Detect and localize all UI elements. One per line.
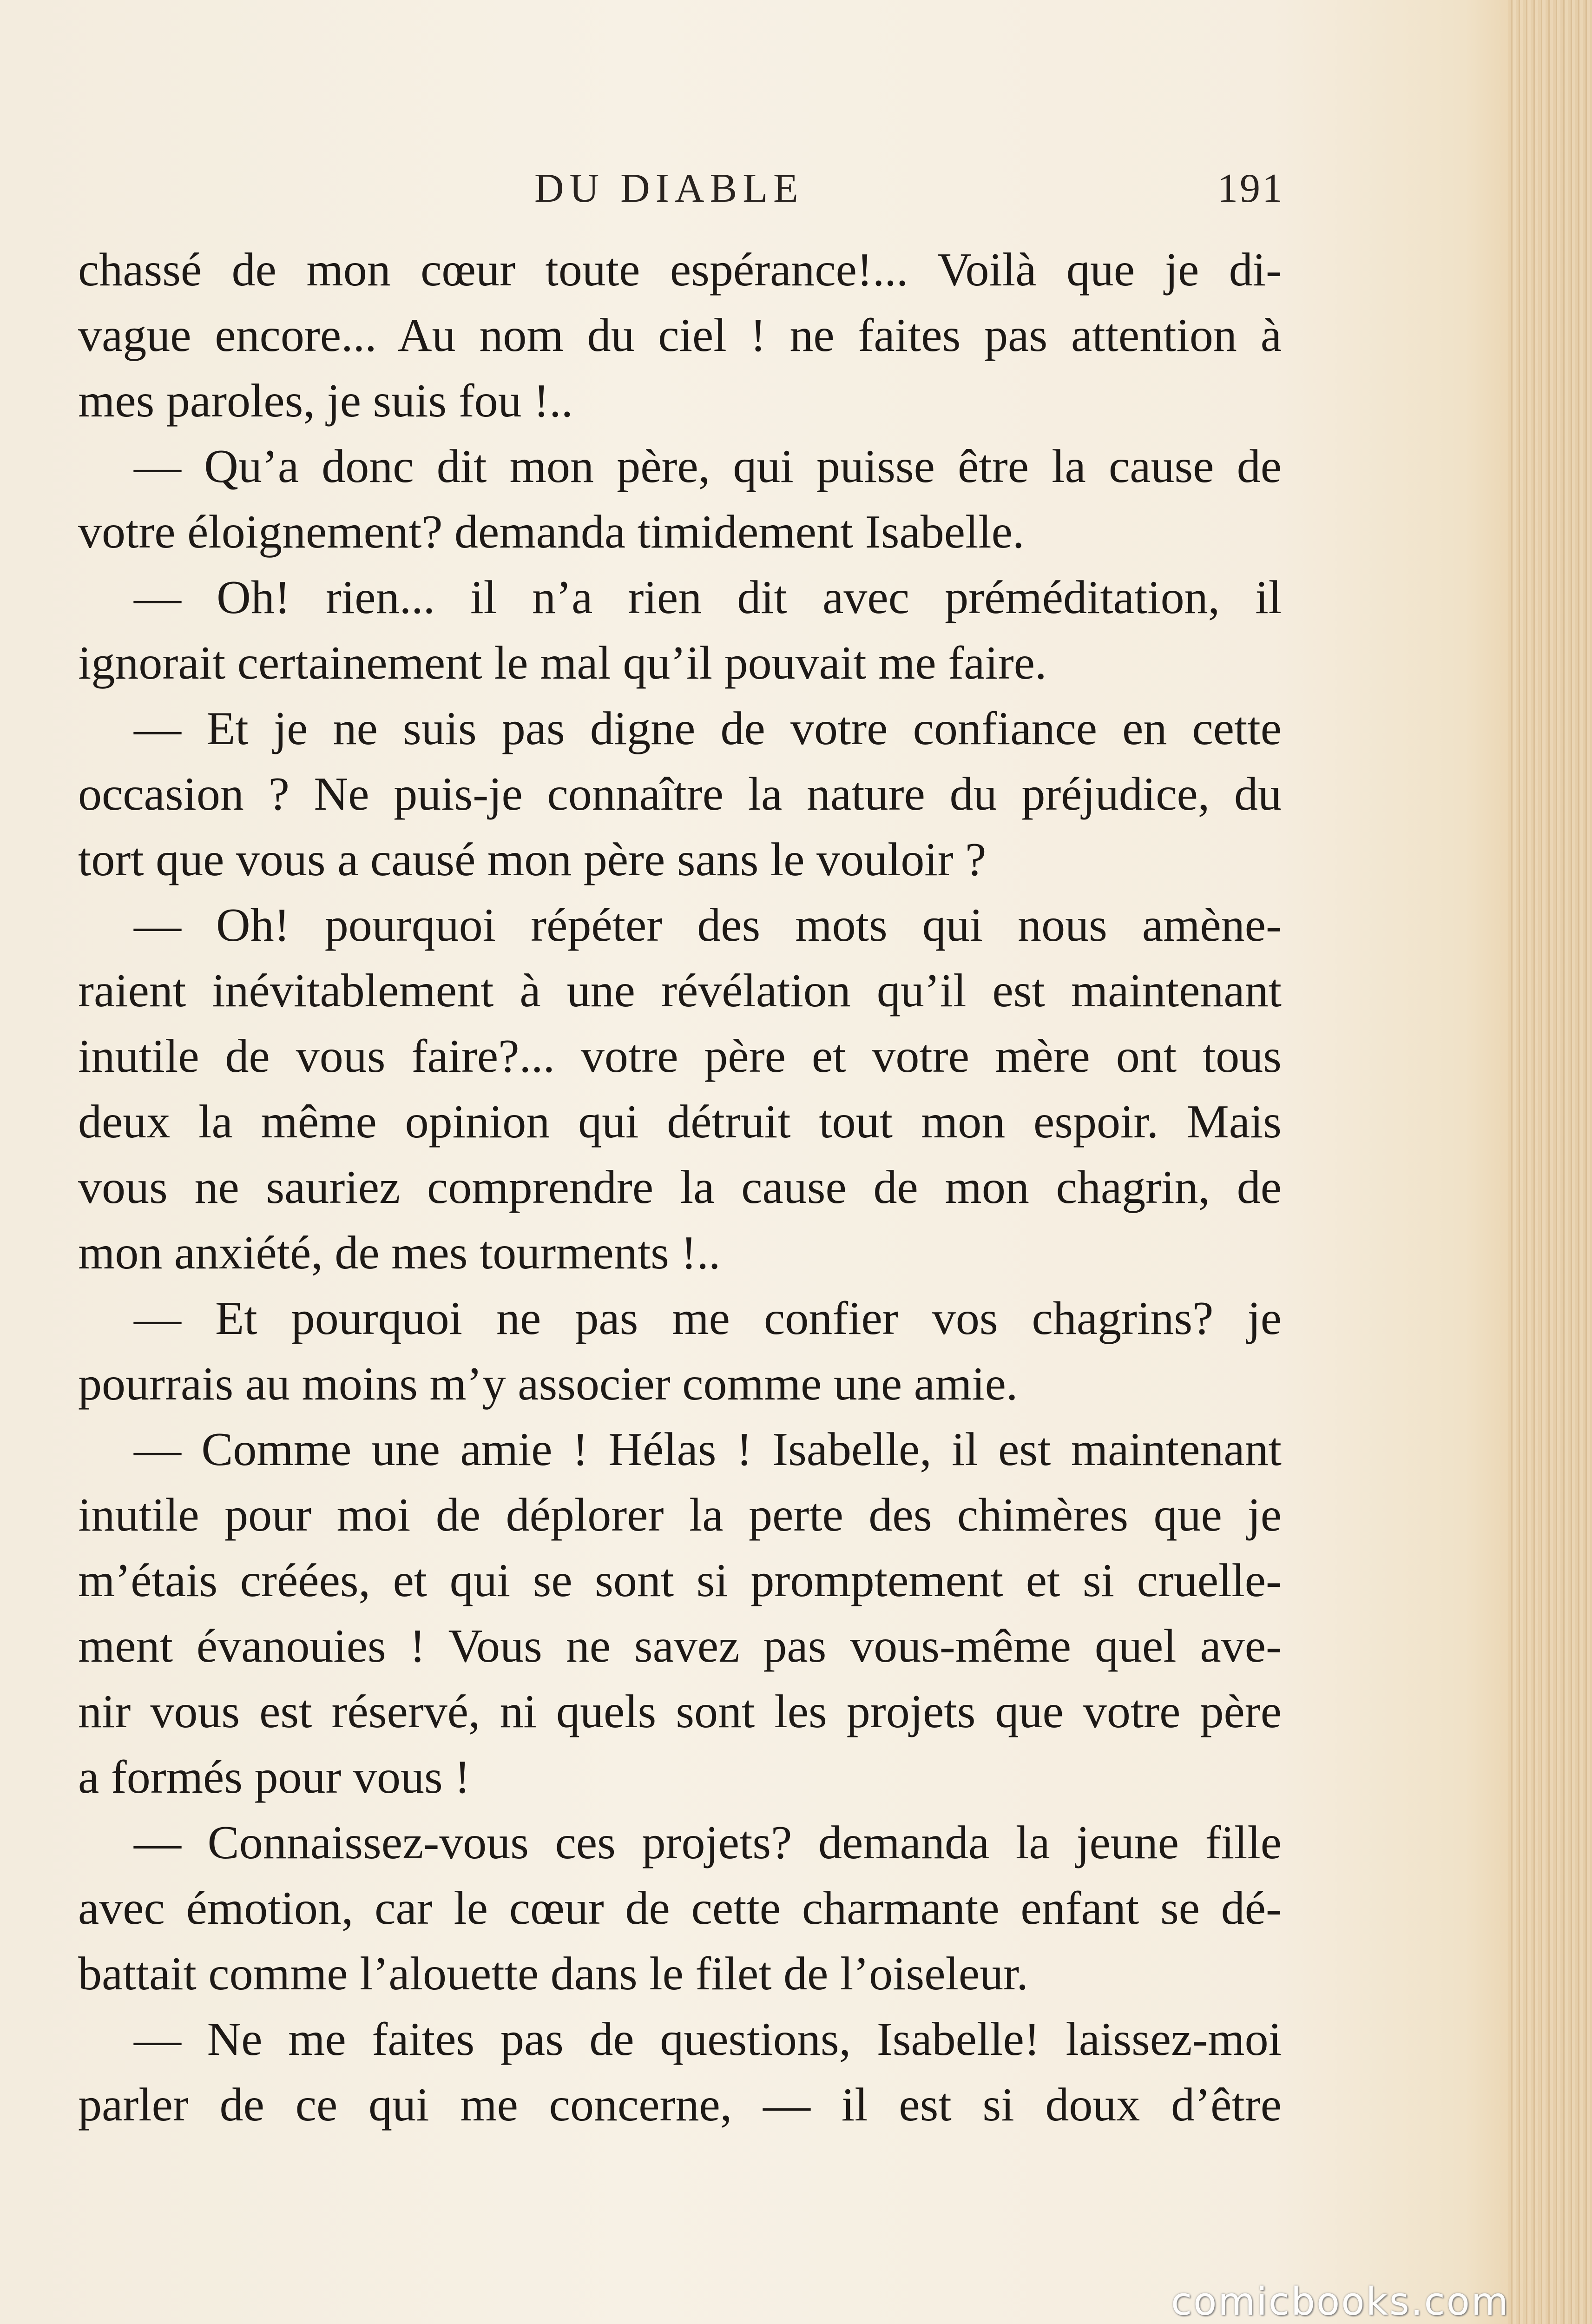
text-line: a formés pour vous !	[78, 1751, 471, 1803]
text-line: inutile de vous faire?... votre père et votre mère ont tous	[78, 1030, 1282, 1083]
text-line: vague encore... Au nom du ciel ! ne faites pas attention à	[78, 309, 1282, 362]
text-line: nir vous est réservé, ni quels sont les projets que votre père	[78, 1685, 1282, 1738]
text-line: mes paroles, je suis fou !..	[78, 375, 573, 427]
text-line: m’étais créées, et qui se sont si promptement et si cruelle-	[78, 1554, 1282, 1607]
text-line: deux la même opinion qui détruit tout mon espoir. Mais	[78, 1096, 1282, 1148]
text-line: raient inévitablement à une révélation qu’il est maintenant	[78, 964, 1282, 1017]
text-line: — Comme une amie ! Hélas ! Isabelle, il est maintenant	[134, 1423, 1282, 1476]
text-line: parler de ce qui me concerne, — il est si doux d’être	[78, 2079, 1282, 2131]
text-line: votre éloignement? demanda timidement Isabelle.	[78, 506, 1025, 558]
text-line: — Ne me faites pas de questions, Isabelle! laissez-moi	[134, 2013, 1282, 2066]
page-edge	[1508, 0, 1592, 2324]
text-line: occasion ? Ne puis-je connaître la nature du préjudice, du	[78, 768, 1282, 820]
text-line: tort que vous a causé mon père sans le vouloir ?	[78, 833, 987, 886]
text-line: ment évanouies ! Vous ne savez pas vous-même quel ave-	[78, 1620, 1282, 1672]
page-number: 191	[1217, 166, 1284, 211]
text-line: — Qu’a donc dit mon père, qui puisse être la cause de	[134, 440, 1282, 493]
text-line: inutile pour moi de déplorer la perte des chimères que je	[78, 1489, 1282, 1541]
text-line: chassé de mon cœur toute espérance!... Voilà que je di-	[78, 244, 1282, 296]
text-line: battait comme l’alouette dans le filet de l’oiseleur.	[78, 1948, 1028, 2000]
text-line: mon anxiété, de mes tourments !..	[78, 1227, 721, 1279]
text-line: vous ne sauriez comprendre la cause de mon chagrin, de	[78, 1161, 1282, 1214]
text-line: avec émotion, car le cœur de cette charmante enfant se dé-	[78, 1882, 1282, 1934]
body-text	[78, 237, 1282, 2138]
text-line: pourrais au moins m’y associer comme une amie.	[78, 1358, 1018, 1410]
text-line: — Connaissez-vous ces projets? demanda la jeune fille	[134, 1816, 1282, 1869]
running-title: DU DIABLE	[534, 166, 804, 211]
text-line: — Et pourquoi ne pas me confier vos chagrins? je	[134, 1292, 1282, 1345]
text-line: — Et je ne suis pas digne de votre confiance en cette	[134, 702, 1282, 755]
text-line: — Oh! pourquoi répéter des mots qui nous amène-	[134, 899, 1282, 951]
watermark: comicbooks.com	[1171, 2280, 1510, 2324]
running-head	[0, 165, 1592, 216]
text-line: ignorait certainement le mal qu’il pouvait me faire.	[78, 637, 1047, 689]
text-line: — Oh! rien... il n’a rien dit avec préméditation, il	[134, 571, 1282, 624]
